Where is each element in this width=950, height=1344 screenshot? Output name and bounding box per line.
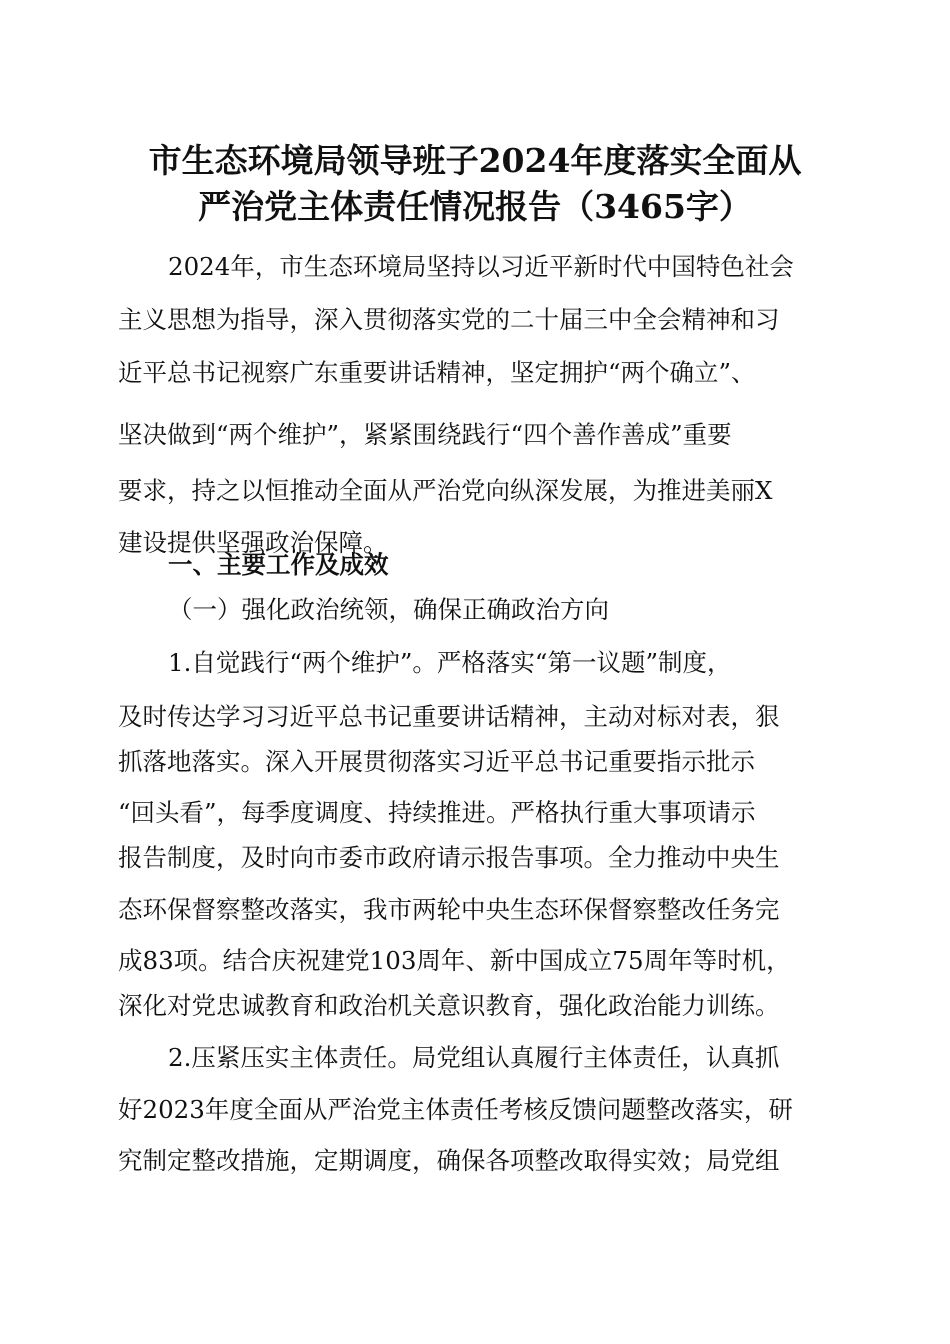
- document-title-line-1: 市生态环境局领导班子2024年度落实全面从: [148, 141, 802, 180]
- item1-line: 及时传达学习习近平总书记重要讲话精神，主动对标对表，狠: [118, 702, 780, 731]
- intro-line: 主义思想为指导，深入贯彻落实党的二十届三中全会精神和习: [118, 305, 780, 334]
- item2-line: 2.压紧压实主体责任。局党组认真履行主体责任，认真抓: [168, 1043, 780, 1072]
- item1-line: “回头看”，每季度调度、持续推进。严格执行重大事项请示: [118, 798, 756, 827]
- intro-line: 要求，持之以恒推动全面从严治党向纵深发展，为推进美丽X: [118, 476, 773, 505]
- item1-line: 成83项。结合庆祝建党103周年、新中国成立75周年等时机，: [118, 946, 791, 975]
- item1-line: 1.自觉践行“两个维护”。严格落实“第一议题”制度，: [168, 648, 732, 677]
- item1-line: 抓落地落实。深入开展贯彻落实习近平总书记重要指示批示: [118, 747, 755, 776]
- intro-line: 坚决做到“两个维护”，紧紧围绕践行“四个善作善成”重要: [118, 420, 732, 449]
- item1-line: 报告制度，及时向市委市政府请示报告事项。全力推动中央生: [118, 843, 780, 872]
- subsection-heading: （一）强化政治统领，确保正确政治方向: [168, 595, 609, 624]
- document-title-line-2: 严治党主体责任情况报告（3465字）: [198, 187, 752, 226]
- item2-line: 究制定整改措施，定期调度，确保各项整改取得实效；局党组: [118, 1146, 780, 1175]
- item2-line: 好2023年度全面从严治党主体责任考核反馈问题整改落实，研: [118, 1095, 793, 1124]
- section-heading: 一、主要工作及成效: [168, 550, 389, 579]
- intro-line: 近平总书记视察广东重要讲话精神，坚定拥护“两个确立”、: [118, 358, 756, 387]
- intro-line: 建设提供坚强政治保障。: [118, 528, 388, 557]
- item1-line: 深化对党忠诚教育和政治机关意识教育，强化政治能力训练。: [118, 991, 780, 1020]
- intro-line: 2024年，市生态环境局坚持以习近平新时代中国特色社会: [168, 252, 794, 281]
- item1-line: 态环保督察整改落实，我市两轮中央生态环保督察整改任务完: [118, 895, 780, 924]
